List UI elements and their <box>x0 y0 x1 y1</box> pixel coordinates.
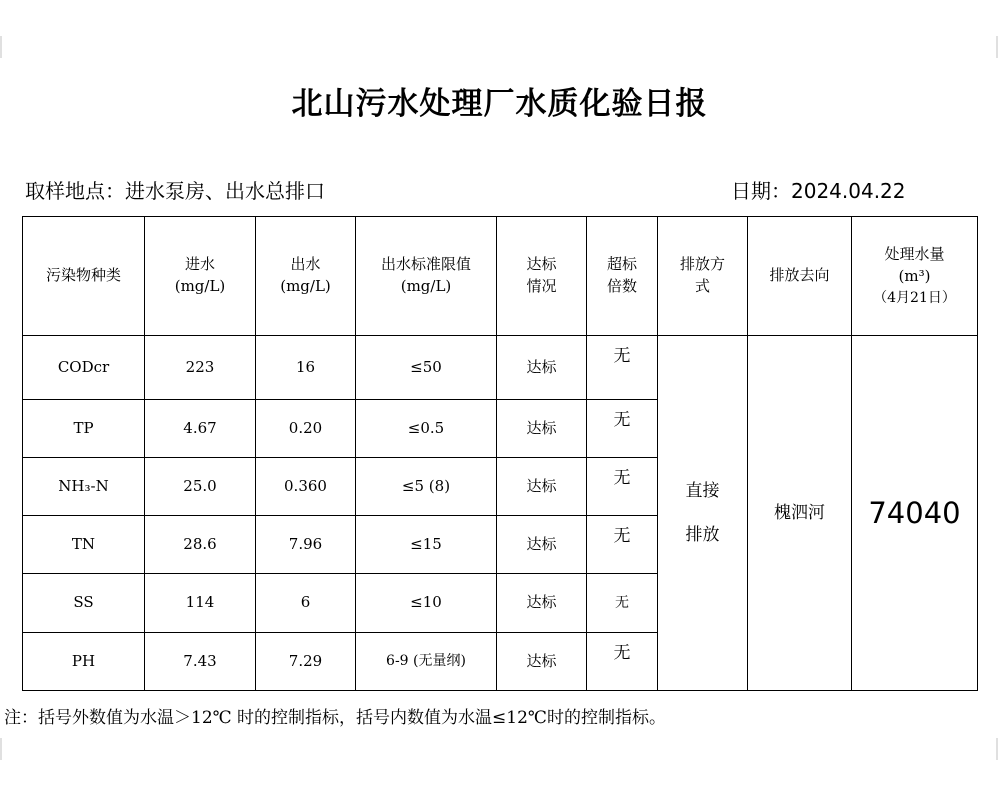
header-destination: 排放去向 <box>748 217 852 336</box>
cell-effluent: 16 <box>256 336 356 400</box>
header-effluent: 出水 (mg/L) <box>256 217 356 336</box>
page-edge-mark <box>996 738 998 760</box>
sampling-site: 取样地点：进水泵房、出水总排口 <box>25 179 325 203</box>
footnote: 注：括号外数值为水温＞12℃ 时的控制指标，括号内数值为水温≤12℃时的控制指标。 <box>4 708 666 728</box>
water-quality-table <box>22 216 978 691</box>
page-edge-mark <box>0 738 2 760</box>
cell-status: 达标 <box>497 458 587 516</box>
cell-volume: 74040 <box>852 336 978 691</box>
report-date: 日期：2024.04.22 <box>731 179 906 203</box>
cell-limit: 6-9 (无量纲) <box>356 633 497 691</box>
cell-effluent: 7.29 <box>256 633 356 691</box>
cell-effluent: 6 <box>256 574 356 633</box>
header-limit: 出水标准限值 (mg/L) <box>356 217 497 336</box>
cell-limit: ≤0.5 <box>356 400 497 458</box>
cell-exceed: 无 <box>587 336 658 400</box>
cell-pollutant: SS <box>23 574 145 633</box>
cell-limit: ≤15 <box>356 516 497 574</box>
cell-effluent: 0.20 <box>256 400 356 458</box>
header-volume: 处理水量 (m³) （4月21日） <box>852 217 978 336</box>
header-row <box>23 217 978 336</box>
cell-influent: 25.0 <box>145 458 256 516</box>
cell-limit: ≤10 <box>356 574 497 633</box>
header-exceed: 超标 倍数 <box>587 217 658 336</box>
cell-exceed: 无 <box>587 400 658 458</box>
cell-pollutant: CODcr <box>23 336 145 400</box>
cell-limit: ≤5 (8) <box>356 458 497 516</box>
cell-exceed: 无 <box>587 458 658 516</box>
header-compliance: 达标 情况 <box>497 217 587 336</box>
cell-status: 达标 <box>497 574 587 633</box>
cell-pollutant: TN <box>23 516 145 574</box>
cell-influent: 28.6 <box>145 516 256 574</box>
cell-destination: 槐泗河 <box>748 336 852 691</box>
cell-status: 达标 <box>497 516 587 574</box>
cell-influent: 4.67 <box>145 400 256 458</box>
header-method: 排放方 式 <box>658 217 748 336</box>
cell-exceed: 无 <box>587 516 658 574</box>
header-pollutant: 污染物种类 <box>23 217 145 336</box>
page-edge-mark <box>996 36 998 58</box>
page-edge-mark <box>0 36 2 58</box>
cell-pollutant: TP <box>23 400 145 458</box>
cell-status: 达标 <box>497 400 587 458</box>
cell-status: 达标 <box>497 336 587 400</box>
table-row <box>23 336 978 400</box>
cell-pollutant: PH <box>23 633 145 691</box>
cell-discharge-method: 直接 排放 <box>658 336 748 691</box>
cell-effluent: 0.360 <box>256 458 356 516</box>
cell-exceed: 无 <box>587 574 658 633</box>
cell-pollutant: NH₃-N <box>23 458 145 516</box>
cell-effluent: 7.96 <box>256 516 356 574</box>
report-title: 北山污水处理厂水质化验日报 <box>291 86 708 122</box>
header-influent: 进水 (mg/L) <box>145 217 256 336</box>
cell-influent: 114 <box>145 574 256 633</box>
cell-influent: 7.43 <box>145 633 256 691</box>
cell-status: 达标 <box>497 633 587 691</box>
cell-exceed: 无 <box>587 633 658 691</box>
cell-influent: 223 <box>145 336 256 400</box>
cell-limit: ≤50 <box>356 336 497 400</box>
